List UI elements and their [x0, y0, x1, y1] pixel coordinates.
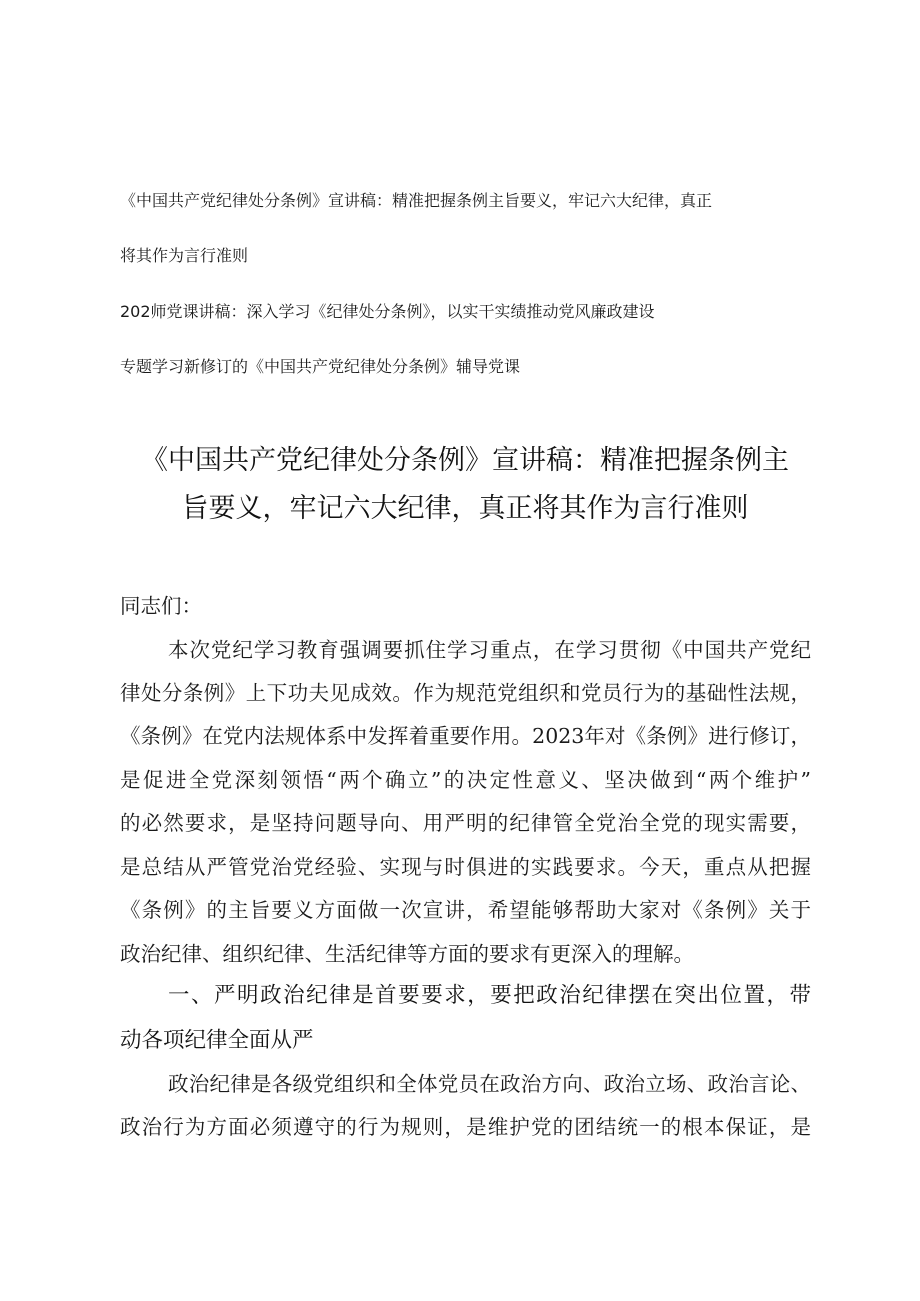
paragraph-1-line-5: 的必然要求，是坚持问题导向、用严明的纪律管全党治全党的现实需要， [120, 811, 811, 835]
salutation: 同志们： [120, 594, 202, 618]
paragraph-1-line-1: 本次党纪学习教育强调要抓住学习重点，在学习贯彻《中国共产党纪 [168, 638, 811, 662]
paragraph-1-line-7: 《条例》的主旨要义方面做一次宣讲，希望能够帮助大家对《条例》关于 [120, 898, 811, 922]
document-title-line-1: 《中国共产党纪律处分条例》宣讲稿：精准把握条例主 [141, 445, 789, 476]
toc-entry-3: 专题学习新修订的《中国共产党纪律处分条例》辅导党课 [120, 357, 521, 376]
paragraph-2-line-2: 政治行为方面必须遵守的行为规则，是维护党的团结统一的根本保证，是 [120, 1115, 811, 1139]
document-title-line-2: 旨要义，牢记六大纪律，真正将其作为言行准则 [181, 493, 749, 524]
paragraph-1-line-8: 政治纪律、组织纪律、生活纪律等方面的要求有更深入的理解。 [120, 942, 694, 966]
paragraph-1-line-3: 《条例》在党内法规体系中发挥着重要作用。2023年对《条例》进行修订， [120, 724, 811, 748]
toc-entry-2: 202师党课讲稿：深入学习《纪律处分条例》，以实干实绩推动党风廉政建设 [120, 302, 655, 321]
paragraph-1-line-2: 律处分条例》上下功夫见成效。作为规范党组织和党员行为的基础性法规， [120, 681, 811, 705]
paragraph-1-line-4: 是促进全党深刻领悟“两个确立”的决定性意义、坚决做到“两个维护” [120, 768, 811, 792]
paragraph-2-line-1: 政治纪律是各级党组织和全体党员在政治方向、政治立场、政治言论、 [168, 1072, 811, 1096]
section-heading-1-line-1: 一、严明政治纪律是首要要求，要把政治纪律摆在突出位置，带 [168, 983, 811, 1008]
section-heading-1-line-2: 动各项纪律全面从严 [120, 1028, 314, 1053]
toc-entry-1: 《中国共产党纪律处分条例》宣讲稿：精准把握条例主旨要义，牢记六大纪律，真正 [120, 191, 713, 210]
paragraph-1-line-6: 是总结从严管党治党经验、实现与时俱进的实践要求。今天，重点从把握 [120, 855, 811, 879]
toc-entry-1-continued: 将其作为言行准则 [120, 246, 249, 265]
